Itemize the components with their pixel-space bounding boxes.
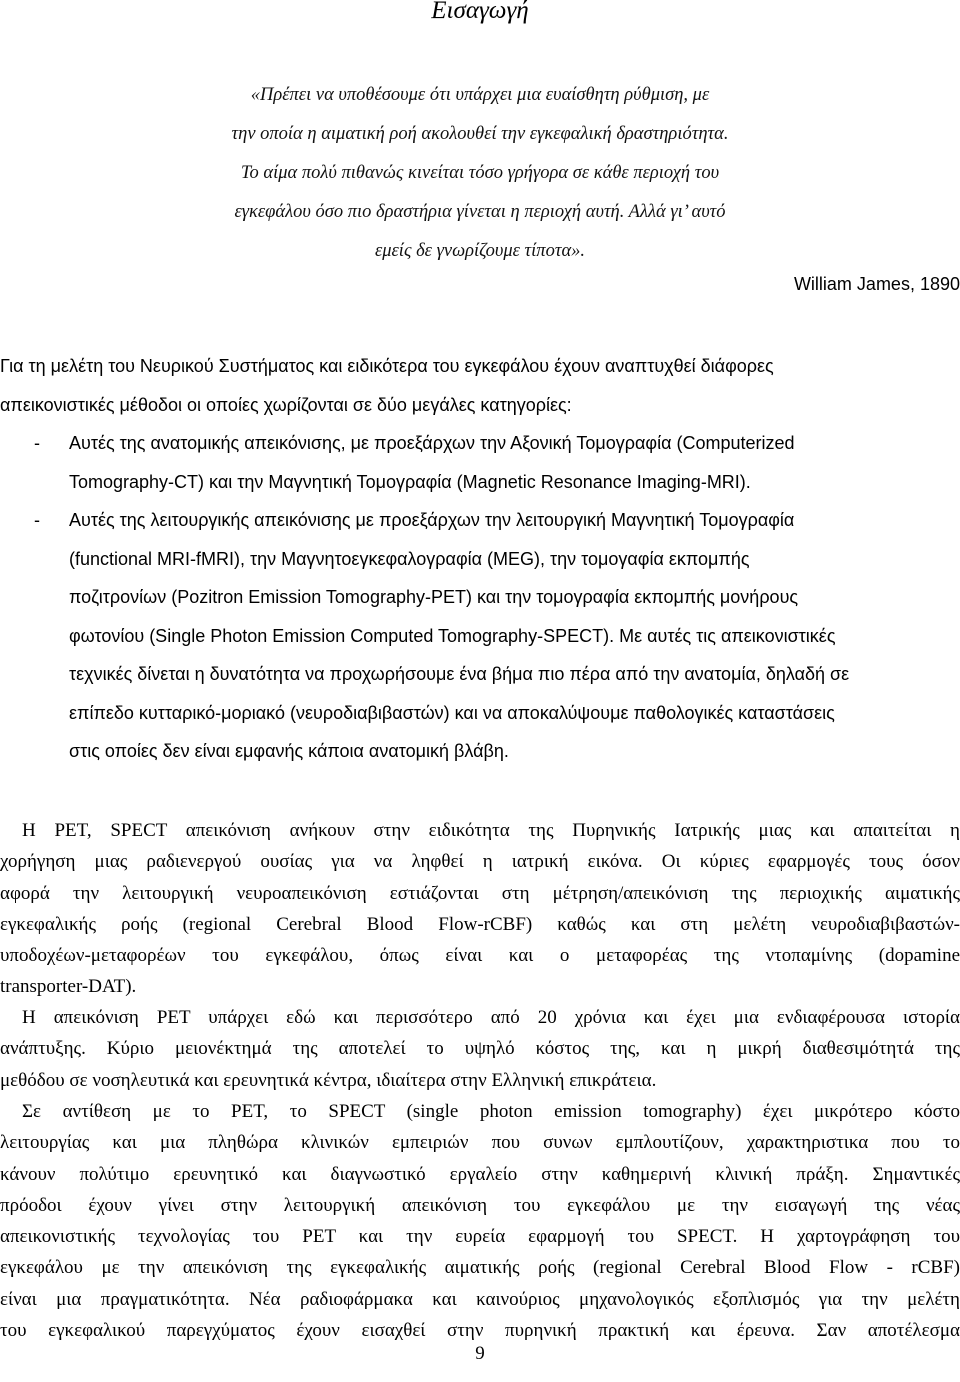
quote-attribution: William James, 1890 [793, 274, 960, 294]
paragraph-line: είναι μια πραγματικότητα. Νέα ραδιοφάρμακα και καινούριος μηχανολογικός εξοπλισμός για την μελέτη [0, 1288, 960, 1310]
bullet-line: τεχνικές δίνεται η δυνατότητα να προχωρήσουμε ένα βήμα πιο πέρα από την ανατομία, δηλαδή σε [69, 664, 850, 684]
paragraph-line: Σε αντίθεση με το PET, το SPECT (single photon emission tomography) έχει μικρότερο κόστο [22, 1101, 960, 1122]
quote-line: εγκεφάλου όσο πιο δραστήρια γίνεται η περιοχή αυτή. Αλλά γι’ αυτό [234, 202, 726, 222]
quote-line: εμείς δε γνωρίζουμε τίποτα». [374, 241, 586, 261]
bullet-line: (functional MRI-fMRI), την Μαγνητοεγκεφαλογραφία (MEG), την τομογαφία εκπομπής [69, 548, 750, 569]
paragraph-line: πρόοδοι έχουν γίνει στην λειτουργική απεικόνιση του εγκεφάλου με την εισαγωγή της νέας [0, 1194, 960, 1216]
bullet-dash: - [34, 510, 40, 530]
paragraph-line: transporter-DAT). [0, 976, 137, 998]
paragraph-line: αφορά την λειτουργική νευροαπεικόνιση εστιάζονται στη μέτρηση/απεικόνιση της περιοχικής αιματικής [0, 882, 960, 904]
epigraph-quote [150, 76, 810, 271]
paragraph-line: λειτουργίας και μια πληθώρα κλινικών εμπειριών που συνων εμπλουτίζουν, χαρακτηριστικα που το [0, 1132, 960, 1154]
bullet-line: Αυτές της λειτουργικής απεικόνισης με προεξάρχων την λειτουργική Μαγνητική Τομογραφία [69, 510, 795, 530]
body-paragraph-pet-spect [0, 815, 960, 1003]
bullet-line: στις οποίες δεν είναι εμφανής κάποια ανατομική βλάβη. [69, 741, 509, 761]
bullet-line: ποζιτρονίων (Pozitron Emission Tomography-PET) και την τομογραφία εκπομπής μονήρους [69, 587, 799, 607]
bullet-line: φωτονίου (Single Photon Emission Computed Tomography-SPECT). Με αυτές τις απεικονιστικές [69, 625, 836, 646]
intro-paragraph [0, 347, 960, 424]
paragraph-line: του εγκεφαλικού παρεγχύματος έχουν εισαχθεί στην πυρηνική πρακτική και έρευνα. Σαν αποτέλεσμα [0, 1320, 960, 1342]
paragraph-line: Η απεικόνιση PET υπάρχει εδώ και περισσότερο από 20 χρόνια και έχει μια ενδιαφέρουσα ιστορία [22, 1007, 960, 1028]
paragraph-line: εγκεφάλου με την απεικόνιση της εγκεφαλικής αιματικής ροής (regional Cerebral Blood Flow - rCBF) [0, 1257, 960, 1279]
paragraph-line: απεικονιστικής τεχνολογίας του PET και την ευρεία εφαρμογή του SPECT. Η χαρτογράφηση του [0, 1226, 960, 1248]
bullet-line: Tomography-CT) και την Μαγνητική Τομογραφία (Magnetic Resonance Imaging-MRI). [69, 471, 751, 492]
paragraph-line: εγκεφαλικής ροής (regional Cerebral Blood Flow-rCBF) καθώς και στη μελέτη νευροδιαβιβαστών- [0, 913, 960, 935]
quote-line: «Πρέπει να υποθέσουμε ότι υπάρχει μια ευαίσθητη ρύθμιση, με [250, 85, 710, 105]
paragraph-line: ανάπτυξης. Κύριο μειονέκτημά της αποτελεί το υψηλό κόστος της, και η μικρή διαθεσιμότητά της [0, 1038, 960, 1060]
paragraph-line: κάνουν πολύτιμο ερευνητικό και διαγνωστικό εργαλείο στην καθημερινή κλινική πράξη. Σημαντικές [0, 1163, 960, 1185]
body-paragraph-spect [0, 1096, 960, 1346]
paragraph-line: χορήγηση μιας ραδιενεργού ουσίας για να ληφθεί η ιατρική εικόνα. Οι κύριες εφαρμογές τους όσον [0, 851, 960, 873]
bullet-line: επίπεδο κυτταρικό-μοριακό (νευροδιαβιβαστών) και να αποκαλύψουμε παθολογικές καταστάσεις [69, 702, 835, 723]
paragraph-line: υποδοχέων-μεταφορέων του εγκεφάλου, όπως είναι και ο μεταφορέας της ντοπαμίνης (dopamine [0, 945, 960, 967]
page-number: 9 [475, 1343, 485, 1364]
paragraph-line: μεθόδου σε νοσηλευτικά και ερευνητικά κέντρα, ιδιαίτερα στην Ελληνική επικράτεια. [0, 1069, 657, 1091]
paragraph-line: Η PET, SPECT απεικόνιση ανήκουν στην ειδικότητα της Πυρηνικής Ιατρικής μιας και απαιτείται η [22, 820, 960, 841]
intro-line: Για τη μελέτη του Νευρικού Συστήματος και ειδικότερα του εγκεφάλου έχουν αναπτυχθεί διάφορες [0, 356, 774, 376]
intro-line: απεικονιστικές μέθοδοι οι οποίες χωρίζονται σε δύο μεγάλες κατηγορίες: [0, 394, 572, 415]
body-paragraph-pet-history [0, 1002, 960, 1096]
page-title: Εισαγωγή [431, 0, 529, 24]
bullet-dash: - [34, 433, 40, 453]
bullet-line: Αυτές της ανατομικής απεικόνισης, με προεξάρχων την Αξονική Τομογραφία (Computerized [69, 433, 795, 453]
quote-line: την οποία η αιματική ροή ακολουθεί την εγκεφαλική δραστηριότητα. [231, 124, 729, 144]
quote-line: Το αίμα πολύ πιθανώς κινείται τόσο γρήγορα σε κάθε περιοχή του [240, 163, 720, 183]
